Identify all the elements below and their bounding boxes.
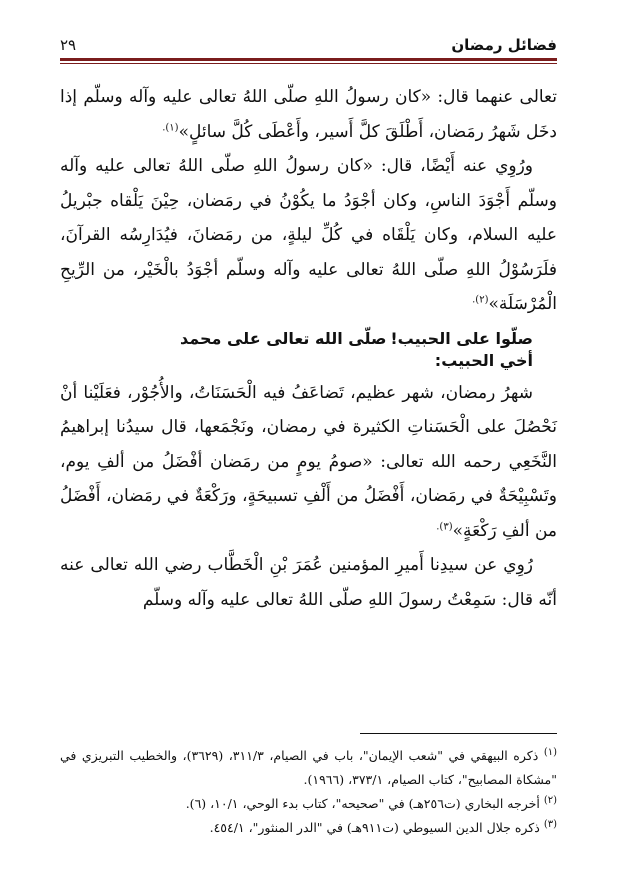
footnote-ref: (٣). (436, 520, 453, 532)
paragraph-text: شهرُ رمضان، شهر عظيم، تَضاعَفُ فيه الْحَسَنَاتُ، والأُجُوْر، فعَلَيْنا أنْ نَحْصُلَ على الْحَسَناتِ الكثيرة في رمضان، ونَجْمَعها، قال سيدُنا إبراهيمُ النَّخَعِي رحمه الله تعالى: «صومُ يومٍ من رمَضان أفْضَلُ من ألفِ يوم، وتَسْبِيْحَةٌ في رمَضان، أَفْضَلُ من أَلْفِ تسبيحَةٍ، ورَكْعَةٌ في رمَضان، أَفْضَلُ من ألفِ رَكْعَةٍ» (60, 382, 557, 541)
page-number: ٢٩ (60, 36, 77, 54)
paragraph (60, 149, 557, 322)
footnote-text: أخرجه البخاري (ت٢٥٦هـ) في "صحيحه"، كتاب بدء الوحي، ١٠/١، (٦). (185, 796, 540, 811)
footnote-ref: (٢). (472, 294, 489, 306)
header-rule-thin (60, 63, 557, 64)
heading-address: أخي الحبيب: (434, 350, 533, 370)
paragraph (60, 376, 557, 549)
footnote-text: ذكره جلال الدين السيوطي (ت٩١١هـ) في "الدر المنثور"، ٤٥٤/١. (209, 820, 540, 835)
paragraph (60, 80, 557, 149)
paragraph-text: رُوِي عن سيدِنا أَميرِ المؤمنين عُمَرَ بْنِ الْخَطَّاب رضي الله تعالى عنه أنّه قال: سَمِعْتُ رسولَ اللهِ صلّى اللهُ تعالى عليه وآله وسلّم (60, 555, 557, 610)
paragraph-text: ورُوِي عنه أَيْضًا، قال: «كان رسولُ اللهِ صلّى اللهُ تعالى عليه وآله وسلّم أَجْوَدَ الناسِ، وكان أجْوَدُ ما يكُوْنُ في رمَضان، حِيْنَ يَلْقاه جبْريلُ عليه السلام، وكان يَلْقَاه في كُلِّ ليلةٍ، من رمَضانَ، فيُدَارِسُه القرآنَ، فلَرَسُوْلُ اللهِ صلّى اللهُ تعالى عليه وآله وسلّم أجْوَدُ بالْخَيْر، من الرِّيحِ الْمُرْسَلَة» (60, 156, 557, 314)
running-title: فضائل رمضان (451, 36, 557, 54)
running-header (60, 26, 557, 54)
section-heading (60, 328, 557, 372)
footnote-separator (360, 733, 557, 734)
footnote-text: ذكره البيهقي في "شعب الإيمان"، باب في الصيام، ٣١١/٣، (٣٦٢٩)، والخطيب التبريزي في "مشكاة المصابيح"، كتاب الصيام، ٣٧٣/١، (١٩٦٦). (60, 748, 557, 787)
footnote (60, 792, 557, 816)
main-text (60, 80, 557, 617)
footnote (60, 744, 557, 792)
heading-salutation: صلّوا على الحبيب! (390, 328, 533, 348)
footnotes (60, 744, 557, 840)
paragraph-text: تعالى عنهما قال: «كان رسولُ اللهِ صلّى اللهُ تعالى عليه وآله وسلّم إذا دخَل شَهرُ رمَضان، أَطْلَقَ كلَّ أَسير، وأَعْطَى كُلَّ سائلٍ» (60, 87, 557, 142)
header-rule-thick (60, 58, 557, 61)
paragraph (60, 548, 557, 617)
footnote-number: (٣) (543, 818, 557, 830)
footnote-number: (١) (543, 746, 557, 758)
footnote-ref: (١). (162, 121, 179, 133)
footnote-number: (٢) (543, 794, 557, 806)
heading-blessing: صلّى الله تعالى على محمد (180, 328, 387, 348)
footnote (60, 816, 557, 840)
